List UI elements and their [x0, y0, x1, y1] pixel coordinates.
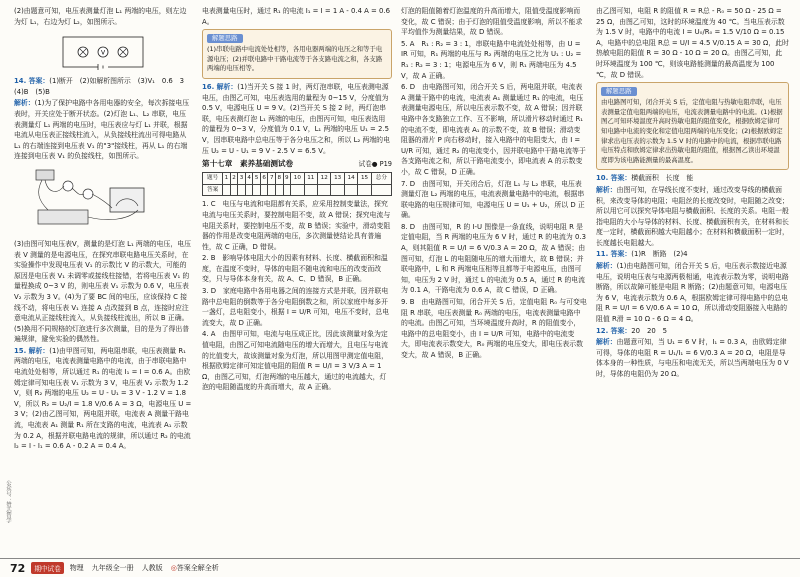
table-cell: 11 [304, 173, 317, 185]
table-cell [268, 184, 276, 196]
table-cell: 10 [291, 173, 304, 185]
tip-box [202, 29, 392, 79]
table-cell: 8 [276, 173, 284, 185]
circuit-figure-1 [53, 29, 153, 73]
footer-edition: 人教版 [141, 564, 163, 572]
column-1 [14, 6, 192, 453]
answer-text: (1)断开 (2)如解析图所示 (3)V₁ 0.6 3 (4)B (5)B [14, 77, 191, 96]
table-cell: 7 [268, 173, 276, 185]
answer-text: 横截面积 长度 能 [631, 174, 694, 183]
analysis-label: 解析： [596, 185, 617, 194]
analysis-text: (1)为了保护电路中各用电器的安全，每次拆接电压表时，开关应处于断开状态。(2)灯泡 L₁、L₂ 串联，电压表测量灯 L₁ 两端的电压时，电压表应与灯 L₁ 并联，根据电流从电压表正接线柱流入，从负接线柱流出可得电路从 L₁ 的右端连接到电压表 V₁ 的"3"接线柱，再从 L₁ 的右端连接到电压表 V₁ 的负接线柱，如图所示。 [14, 99, 190, 161]
table-cell: 4 [245, 173, 253, 185]
analysis-label: 解析： [596, 262, 617, 271]
table-cell [276, 184, 284, 196]
table-cell: 题号 [203, 173, 223, 185]
question-answer: 4. A 由图甲可知，电流与电压成正比，因此该测量对象为定值电阻，由图乙可知电流随电压的增大而增大，且电压与电流的比值变大，故该测量对象为灯泡，所以用图甲测定值电阻，根据欧姆定律可知定值电阻的阻值 R = U/I = 3 V/3 A = 1 Ω，由图乙可知，灯泡两端的电压越大，通过的电流越大，灯泡的电阻随温度的升高而增大，故 A 正确。 [202, 330, 389, 392]
analysis-label: 16. 解析： [202, 82, 238, 91]
table-cell [283, 184, 291, 196]
table-row [203, 184, 392, 196]
analysis-label: 15. 解析： [14, 346, 50, 355]
table-cell [291, 184, 304, 196]
answer-text: (1)R 断路 (2)4 [631, 250, 688, 259]
analysis-label: 解析： [596, 338, 617, 347]
table-cell [358, 184, 371, 196]
table-cell: 15 [358, 173, 371, 185]
table-cell [253, 184, 261, 196]
side-watermark: 公众号：赞芯智学 [5, 480, 11, 524]
table-cell: 9 [283, 173, 291, 185]
table-cell: 12 [317, 173, 330, 185]
question-answer: 1. C 电压与电流和电阻都有关系，应采用控制变量法，探究电流与电压关系时，要控制电阻不变，故 A 错误；探究电流与电阻关系时，要控制电压不变，故 B 错误；实验中，滑动变阻器的作用是改变电阻两端的电压，多次测量使结论具有普遍性，故 C 正确，D 错误。 [202, 200, 391, 251]
section-header [202, 158, 392, 170]
question-answer: 3. D 家庭电路中各用电器之间的连接方式是并联，因并联电路中总电阻的倒数等于各分电阻倒数之和，所以家庭中每多开一盏灯，总电阻变小，根据 I = U/R 可知，电压不变时，总电流变大，故 D 正确。 [202, 287, 390, 327]
paragraph: 灯泡的阻值随着灯泡温度的升高而增大，阻值受温度影响而变化，故 C 错误；由于灯泡的阻值受温度影响，所以不能求平均值作为测量结果，故 D 错误。 [401, 7, 583, 37]
question-answer: 8. D 由图可知，R 的 I-U 图像是一条直线，说明电阻 R 是定值电阻，当 R 两端的电压为 6 V 时，通过 R 的电流为 0.3 A，则其阻值 R = U/I = 6 V/0.3 A = 20 Ω，故 A 错误；由图可知，灯泡 L 的电阻随电压的增大而增大，故 B 错误；并联电路中，L 和 R 两端电压相等且都等于电源电压，由图可知，电压为 2 V 时，通过 L 的电流为 0.5 A，通过 R 的电流为 0.1 A，干路电流为 0.6 A，故 C 错误，D 正确。 [401, 222, 586, 295]
analysis-text: 由题意可知，当 U₁ = 6 V 时，I₁ = 0.3 A，由欧姆定律可得，导体的电阻 R = U₁/I₁ = 6 V/0.3 A = 20 Ω，电阻是导体本身的一种性质，与电压和电流无关，所以当两端电压为 0 V 时，导体的电阻仍为 20 Ω。 [596, 338, 789, 378]
column-2 [202, 6, 392, 394]
answer-text: 20 20 5 [631, 326, 667, 335]
table-cell [371, 184, 391, 196]
table-cell: 3 [238, 173, 246, 185]
check-icon: ◎ [170, 564, 177, 572]
paragraph: 电表测量电压时，通过 R₁ 的电流 I₁ = I = 1 A - 0.4 A = 0.6 A。 [202, 7, 390, 26]
answer-label: 11. 答案： [596, 250, 632, 259]
footer-answer-note: 答案全解全析 [176, 564, 219, 572]
tip-box [596, 82, 789, 170]
question-answer: 2. B 影响导体电阻大小的因素有材料、长度、横截面积和温度，在温度不变时，导体的电阻不随电流和电压的改变而改变，只与导体本身有关，故 A、C、D 错误，B 正确。 [202, 254, 388, 284]
table-cell: 6 [260, 173, 268, 185]
question-answer: 9. B 由电路图可知，闭合开关 S 后，定值电阻 R₀ 与可变电阻 R 串联，电压表测量 R₀ 两端的电压，电流表测量电路中的电流。由图乙可知，当环境温度升高时，R 的阻值变小，电路中的总电阻变小，由 I = U/R 可知，电路中的电流变大，即电流表示数变大，R₀ 两端的电压变大，即电压表示数变大，故 A 错误，B 正确。 [401, 298, 587, 359]
table-cell: 答案 [203, 184, 223, 196]
question-answer: 5. A R₁ : R₂ = 3 : 1，串联电路中电流处处相等，由 U = IR 可知，R₁ 两端的电压与 R₂ 两端的电压之比为 U₁ : U₂ = R₁ : R₂ = 3 : 1；电源电压为 6 V，则 R₁ 两端电压为 4.5 V，故 A 正确。 [401, 39, 582, 80]
table-cell [317, 184, 330, 196]
table-cell: 5 [253, 173, 261, 185]
answer-label: 12. 答案： [596, 326, 632, 335]
table-cell: 13 [331, 173, 344, 185]
score-table [202, 172, 392, 196]
question-answer: 7. D 由图可知，开关闭合后，灯泡 L₁ 与 L₂ 串联，电压表测量灯泡 L₂ 两端的电压，电流表测量电路中的电流，根据串联电路的电压规律可知，电源电压 U = U₁ + U₂，所以 D 正确。 [401, 179, 585, 220]
analysis-text: (1)由电路图可知，闭合开关 S 后，电压表示数接近电源电压，说明电压表与电源两极相通，电流表示数为零，说明电路断路，所以故障可能是电阻 R 断路；(2)由题意可知，电源电压为 6 V，电流表示数为 0.6 A，根据欧姆定律可得电路中的总电阻 R = U/I = 6 V/0.6 A = 10 Ω，所以滑动变阻器接入电路的阻值 R滑 = 10 Ω - 6 Ω = 4 Ω。 [596, 262, 789, 324]
footer-tag: 期中试卷 [31, 562, 63, 574]
table-cell [260, 184, 268, 196]
table-cell [245, 184, 253, 196]
tip-text: 由电路图可知，闭合开关 S 后，定值电阻与热敏电阻串联，电压表测量定值电阻两端的电压，电流表测量电路中的电流。(1)根据图乙可知环境温度升高时热敏电阻的阻值变化，根据欧姆定律可知电路中电流的变化和定值电阻两端的电压变化；(2)根据欧姆定律求出电压表的示数为 1.5 V 时的电路中的电流，根据串联电路电压特点和欧姆定律求出热敏电阻的阻值，根据图乙读出环境温度即为该电路能测量的最高温度。 [601, 98, 783, 164]
page-footer [0, 558, 800, 577]
tip-text: (1)串联电路中电流处处相等，各用电器两端的电压之和等于电源电压；(2)并联电路中干路电流等于各支路电流之和，各支路两端的电压相等。 [207, 45, 383, 73]
footer-grade: 九年级全一册 [91, 564, 134, 572]
table-cell [304, 184, 317, 196]
table-cell [331, 184, 344, 196]
table-cell [238, 184, 246, 196]
paragraph: (2)由题意可知，电压表测量灯泡 L₁ 两端的电压，则左边为灯 L₁，右边为灯 L₂，如图所示。 [14, 7, 187, 26]
footer-subject: 物理 [69, 564, 84, 572]
analysis-text: (1)当开关 S 接 1 时，两灯泡串联，电压表测电源电压，由图乙可知，电压表选用的量程为 0~15 V，分度值为 0.5 V，电源电压 U = 9 V。(2)当开关 S 接 2 时，两灯泡串联，电压表测灯泡 L₁ 两端的电压，由图丙可知，电压表选用的量程为 0~3 V，分度值为 0.1 V，L₁ 两端的电压 U₁ = 2.5 V，因串联电路中总电压等于各分电压之和，所以 L₂ 两端的电压 U₂ = U - U₁ = 9 V - 2.5 V = 6.5 V。 [202, 82, 390, 155]
page-number: 72 [10, 561, 26, 575]
analysis-text: (1)由甲图可知，两电阻串联，电压表测量 R₁ 两端的电压，电流表测量电路中的电流，由于串联电路中电流处处相等，所以通过 R₁ 的电流 I₁ = I = 0.6 A。由欧姆定律可知电压表 V₁ 示数为 3 V，电压表 V₂ 示数为 1.2 V，则 R₂ 两端的电压 U₂ = U - U₁ = 3 V - 1.2 V = 1.8 V，所以 R₂ = U₂/I = 1.8 V/0.6 A = 3 Ω，电源电压 U = 3 V；(2)由乙图可知，两电阻并联，电流表 A 测量干路电流，电流表 A₁ 测量 R₁ 所在支路的电流，电流表 A₁ 示数为 0.2 A，根据并联电路电流的规律，所以通过 R₂ 的电流 I₂ = I - I₁ = 0.6 A - 0.2 A = 0.4 A。 [14, 346, 192, 451]
table-cell: 2 [230, 173, 238, 185]
paragraph: 由乙图可知，电阻 R 的阻值 R = R总 - R₀ = 50 Ω - 25 Ω = 25 Ω，由图乙可知，这时的环境温度为 40 ℃。当电压表示数为 1.5 V 时，电路中的电流 I = U₀/R₀ = 1.5 V/10 Ω = 0.15 A，电路中的总电阻 R总 = U/I = 4.5 V/0.15 A = 30 Ω，此时热敏电阻的阻值 R = 30 Ω - 10 Ω = 20 Ω。由图乙可知，此时环境温度为 100 ℃，则该电路能测量的最高温度为 100 ℃，故 D 错误。 [596, 7, 789, 79]
answer-label: 14. 答案： [14, 77, 50, 86]
table-cell: 总分 [371, 173, 391, 185]
table-cell [230, 184, 238, 196]
circuit-wiring-figure [28, 164, 178, 236]
tip-title: 解题思路 [207, 34, 243, 43]
table-cell: 14 [344, 173, 357, 185]
column-4 [596, 6, 789, 381]
analysis-label: 解析： [14, 99, 35, 108]
svg-text:V: V [101, 49, 106, 57]
analysis-text: 由图可知，在导线长度不变时，通过改变导线的横截面积，来改变导体的电阻；电阻丝的长度改变时，电阻随之改变；所以用它可以探究导体电阻与横截面积、长度的关系。电阻一般指电阻的大小与导体的材料、长度、横截面积有关，在材料和长度一定时，横截面积越大电阻越小；在材料和横截面积一定时，长度越长电阻越大。 [596, 185, 789, 247]
table-cell [344, 184, 357, 196]
tip-title: 解题思路 [601, 87, 637, 96]
section-page-ref: 试卷● P19 [358, 159, 392, 168]
table-row [203, 173, 392, 185]
column-3 [401, 6, 587, 362]
question-answer: 6. D 由电路图可知，闭合开关 S 后，两电阻并联，电流表 A 测量干路中的电流，电流表 A₁ 测量通过 R₁ 的电流，电压表测量电源电压，所以电压表示数不变，故 A 错误；因并联电路中各支路独立工作、互不影响，所以滑片移动时通过 R₁ 的电流不变，即电流表 A₁ 的示数不变，故 B 错误；滑动变阻器的滑片 P 向右移动时，接入电路中的电阻变大，由 I = U/R 可知，通过 R₂ 的电流变小，因并联电路中干路电流等于各支路电流之和，所以干路电流变小，即电流表 A 的示数变小，故 C 错误，D 正确。 [401, 83, 586, 176]
answer-label: 10. 答案： [596, 174, 632, 183]
table-cell: 1 [223, 173, 231, 185]
section-title: 第十七章 素养基础测试卷 [202, 158, 294, 168]
paragraph: (3)由图可知电压表V，测量的是灯泡 L₁ 两端的电压，电压表 V 测量的是电源电压，在探究串联电路电压关系时，在实验操作中发现电压表 V₁ 的示数比 V 的示数大，可能的原因是电压表 V₁ 未调零或接线柱接错，若将电压表 V₁ 的量程换成 0~3 V 的，则电压表 V₁ 示数为 0.6 V，电压表 V₂ 示数为 3 V。(4)为了要 BC 间的电压，应该保持 C 接线不动，将电压表 V₁ 连接 A 点改接到 B 点，连接时应注意电流从正接线柱流入，从负接线柱流出，所以 B 正确。(5)换用不同规格的灯泡进行多次测量，目的是为了得出普遍规律，避免实验的偶然性。 [14, 239, 192, 344]
table-cell [223, 184, 231, 196]
